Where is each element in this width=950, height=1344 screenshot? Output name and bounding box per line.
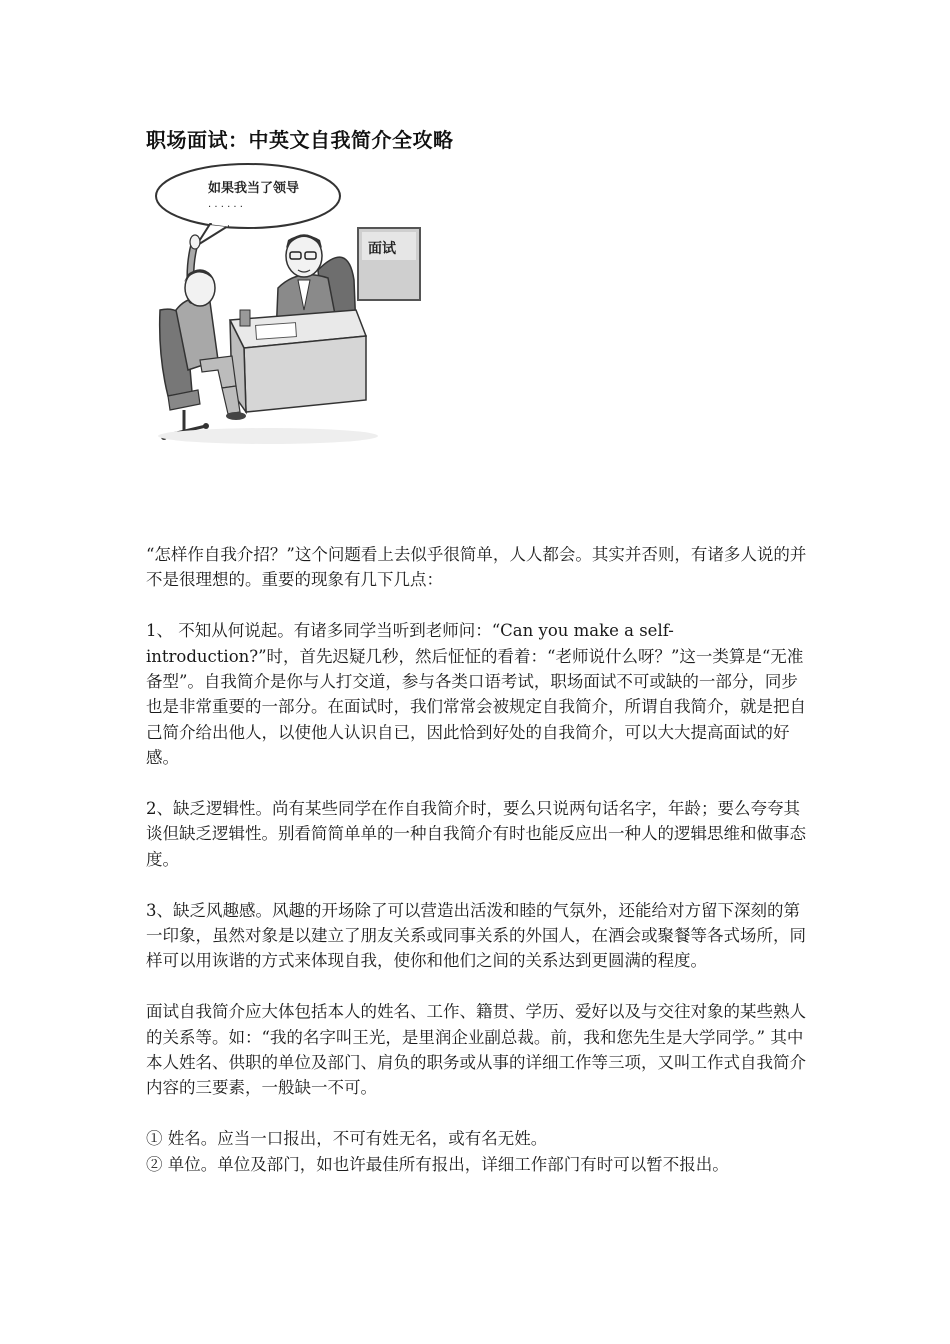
paragraph-point-1: 1、 不知从何说起。有诸多同学当听到老师问：“Can you make a self-introduction?”时，首先迟疑几秒，然后怔怔的看着：“老师说什么呀？”这一类算是“无准备型”。自我简介是你与人打交道，参与各类口语考试，职场面试不可或缺的一部分，同步也是非常重要的一部分。在面试时，我们常常会被规定自我简介，所谓自我简介，就是把自己简介给出他人，以使他人认识自已，因此恰到好处的自我简介，可以大大提高面试的好感。 bbox=[146, 621, 806, 768]
sign-text: 面试 bbox=[368, 241, 396, 257]
speech-bubble bbox=[156, 164, 340, 246]
wall-sign bbox=[358, 228, 420, 300]
article-body bbox=[146, 542, 814, 1177]
bubble-dots: · · · · · · bbox=[208, 202, 243, 213]
paragraph-intro: “怎样作自我介招？”这个问题看上去似乎很简单，人人都会。其实并否则，有诸多人说的并不是很理想的。重要的现象有几下几点： bbox=[146, 545, 807, 590]
paragraph-content-elements: 面试自我简介应大体包括本人的姓名、工作、籍贯、学历、爱好以及与交往对象的某些熟人的关系等。如：“我的名字叫王光，是里润企业副总裁。前，我和您先生是大学同学。” 其中本人姓名、供职的单位及部门、肩负的职务或从事的详细工作等三项，又叫工作式自我简介内容的三要素，一般缺一不可。 bbox=[146, 1002, 806, 1098]
interview-illustration bbox=[148, 160, 428, 450]
desk bbox=[230, 310, 366, 412]
list-item-unit: ② 单位。单位及部门，如也许最佳所有报出，详细工作部门有时可以暂不报出。 bbox=[146, 1154, 729, 1174]
list-item-name: ① 姓名。应当一口报出，不可有姓无名，或有名无姓。 bbox=[146, 1129, 548, 1149]
page-title: 职场面试：中英文自我简介全攻略 bbox=[146, 128, 454, 152]
paragraph-point-2: 2、缺乏逻辑性。尚有某些同学在作自我简介时，要么只说两句话名字，年龄；要么夸夸其谈但缺乏逻辑性。别看简简单单的一种自我简介有时也能反应出一种人的逻辑思维和做事态度。 bbox=[146, 799, 806, 869]
bubble-text: 如果我当了领导 bbox=[208, 181, 300, 196]
paragraph-point-3: 3、缺乏风趣感。风趣的开场除了可以营造出活泼和睦的气氛外，还能给对方留下深刻的第一印象，虽然对象是以建立了朋友关系或同事关系的外国人，在酒会或聚餐等各式场所，同样可以用诙谐的方式来体现自我，使你和他们之间的关系达到更圆满的程度。 bbox=[146, 900, 806, 971]
